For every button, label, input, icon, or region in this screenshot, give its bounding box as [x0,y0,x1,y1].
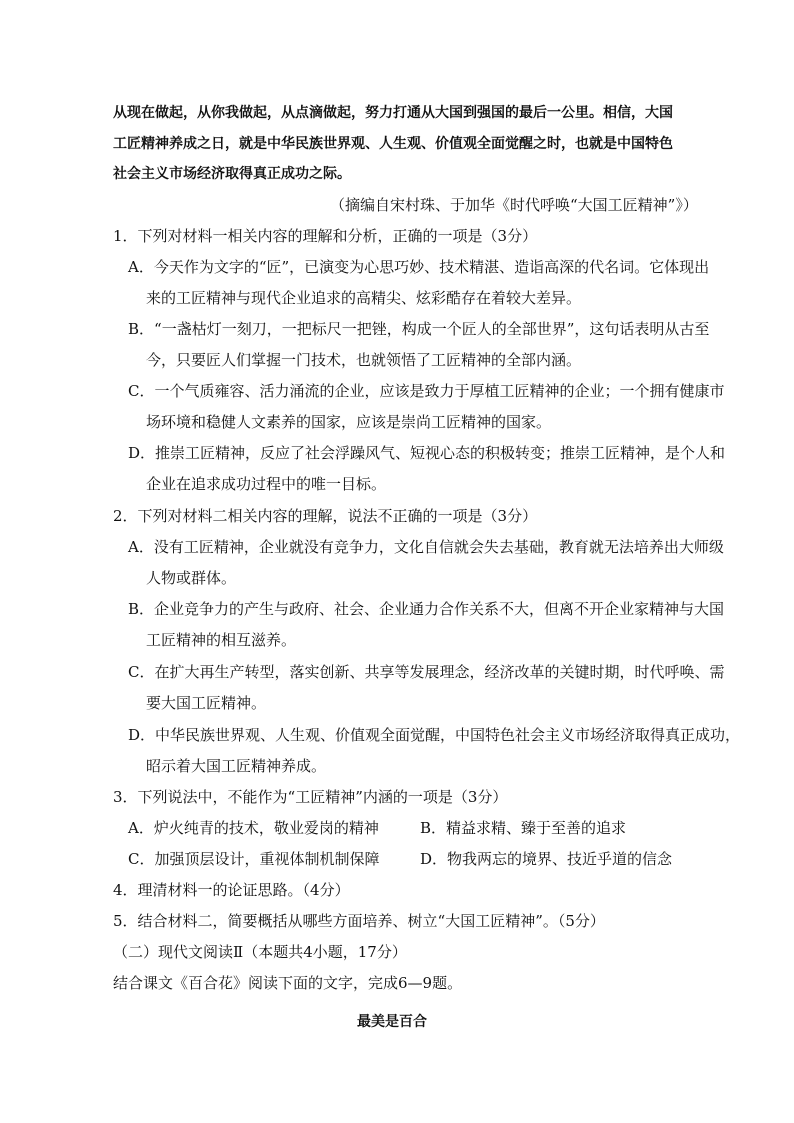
passage-line-3: 社会主义市场经济取得真正成功之际。 [113,166,351,182]
q1-option-a-line-2: 来的工匠精神与现代企业追求的高精尖、炫彩酷存在着较大差异。 [146,289,582,307]
q3-option-b: B．精益求精、臻于至善的追求 [420,819,627,837]
q3-option-a: A．炉火纯青的技术，敬业爱岗的精神 [128,819,379,837]
q2-option-a-line-2: 人物或群体。 [146,569,237,587]
q3-option-c: C．加强顶层设计，重视体制机制保障 [128,850,380,868]
q1-option-d-line-1: D．推崇工匠精神，反应了社会浮躁风气、短视心态的积极转变；推崇工匠精神，是个人和 [128,444,726,462]
q1-option-d-line-2: 企业在追求成功过程中的唯一目标。 [146,475,387,493]
q4-stem: 4．理清材料一的论证思路。（4分） [113,881,350,899]
q2-option-c-line-2: 要大国工匠精神。 [146,694,267,712]
section2-heading: （二）现代文阅读Ⅱ（本题共4小题，17分） [113,943,407,961]
q5-stem: 5．结合材料二，简要概括从哪些方面培养、树立“大国工匠精神”。（5分） [113,912,605,930]
q1-option-c-line-1: C．一个气质雍容、活力涌流的企业，应该是致力于厚植工匠精神的企业；一个拥有健康市 [128,382,725,400]
q2-stem: 2．下列对材料二相关内容的理解，说法不正确的一项是（3分） [113,507,538,525]
q2-option-d-line-1: D．中华民族世界观、人生观、价值观全面觉醒，中国特色社会主义市场经济取得真正成功， [128,726,741,744]
article-title: 最美是百合 [357,1014,427,1030]
passage-line-1: 从现在做起，从你我做起，从点滴做起，努力打通从大国到强国的最后一公里。相信，大国 [113,105,673,121]
section2-intro: 结合课文《百合花》阅读下面的文字，完成6—9题。 [113,974,463,992]
q1-stem: 1．下列对材料一相关内容的理解和分析，正确的一项是（3分） [113,227,538,245]
q2-option-b-line-2: 工匠精神的相互滋养。 [146,631,297,649]
q3-option-d: D．物我两忘的境界、技近乎道的信念 [420,850,673,868]
q2-option-c-line-1: C．在扩大再生产转型，落实创新、共享等发展理念，经济改革的关键时期，时代呼唤、需 [128,663,725,681]
q1-option-b-line-1: B．“一盏枯灯一刻刀，一把标尺一把锉，构成一个匠人的全部世界”，这句话表明从古至 [128,320,710,338]
q2-option-a-line-1: A．没有工匠精神，企业就没有竞争力，文化自信就会失去基础，教育就无法培养出大师级 [128,538,724,556]
q1-option-c-line-2: 场环境和稳健人文素养的国家，应该是崇尚工匠精神的国家。 [146,413,552,431]
q2-option-d-line-2: 昭示着大国工匠精神养成。 [146,757,327,775]
passage-line-2: 工匠精神养成之日，就是中华民族世界观、人生观、价值观全面觉醒之时，也就是中国特色 [113,136,673,152]
q1-option-b-line-2: 今，只要匠人们掌握一门技术，也就领悟了工匠精神的全部内涵。 [146,351,582,369]
passage-source: （摘编自宋村珠、于加华《时代呼唤“大国工匠精神”》） [330,196,698,214]
q3-stem: 3．下列说法中，不能作为“工匠精神”内涵的一项是（3分） [113,788,508,806]
q1-option-a-line-1: A．今天作为文字的“匠”，已演变为心思巧妙、技术精湛、造诣高深的代名词。它体现出 [128,258,710,276]
q2-option-b-line-1: B．企业竞争力的产生与政府、社会、企业通力合作关系不大，但离不开企业家精神与大国 [128,600,725,618]
